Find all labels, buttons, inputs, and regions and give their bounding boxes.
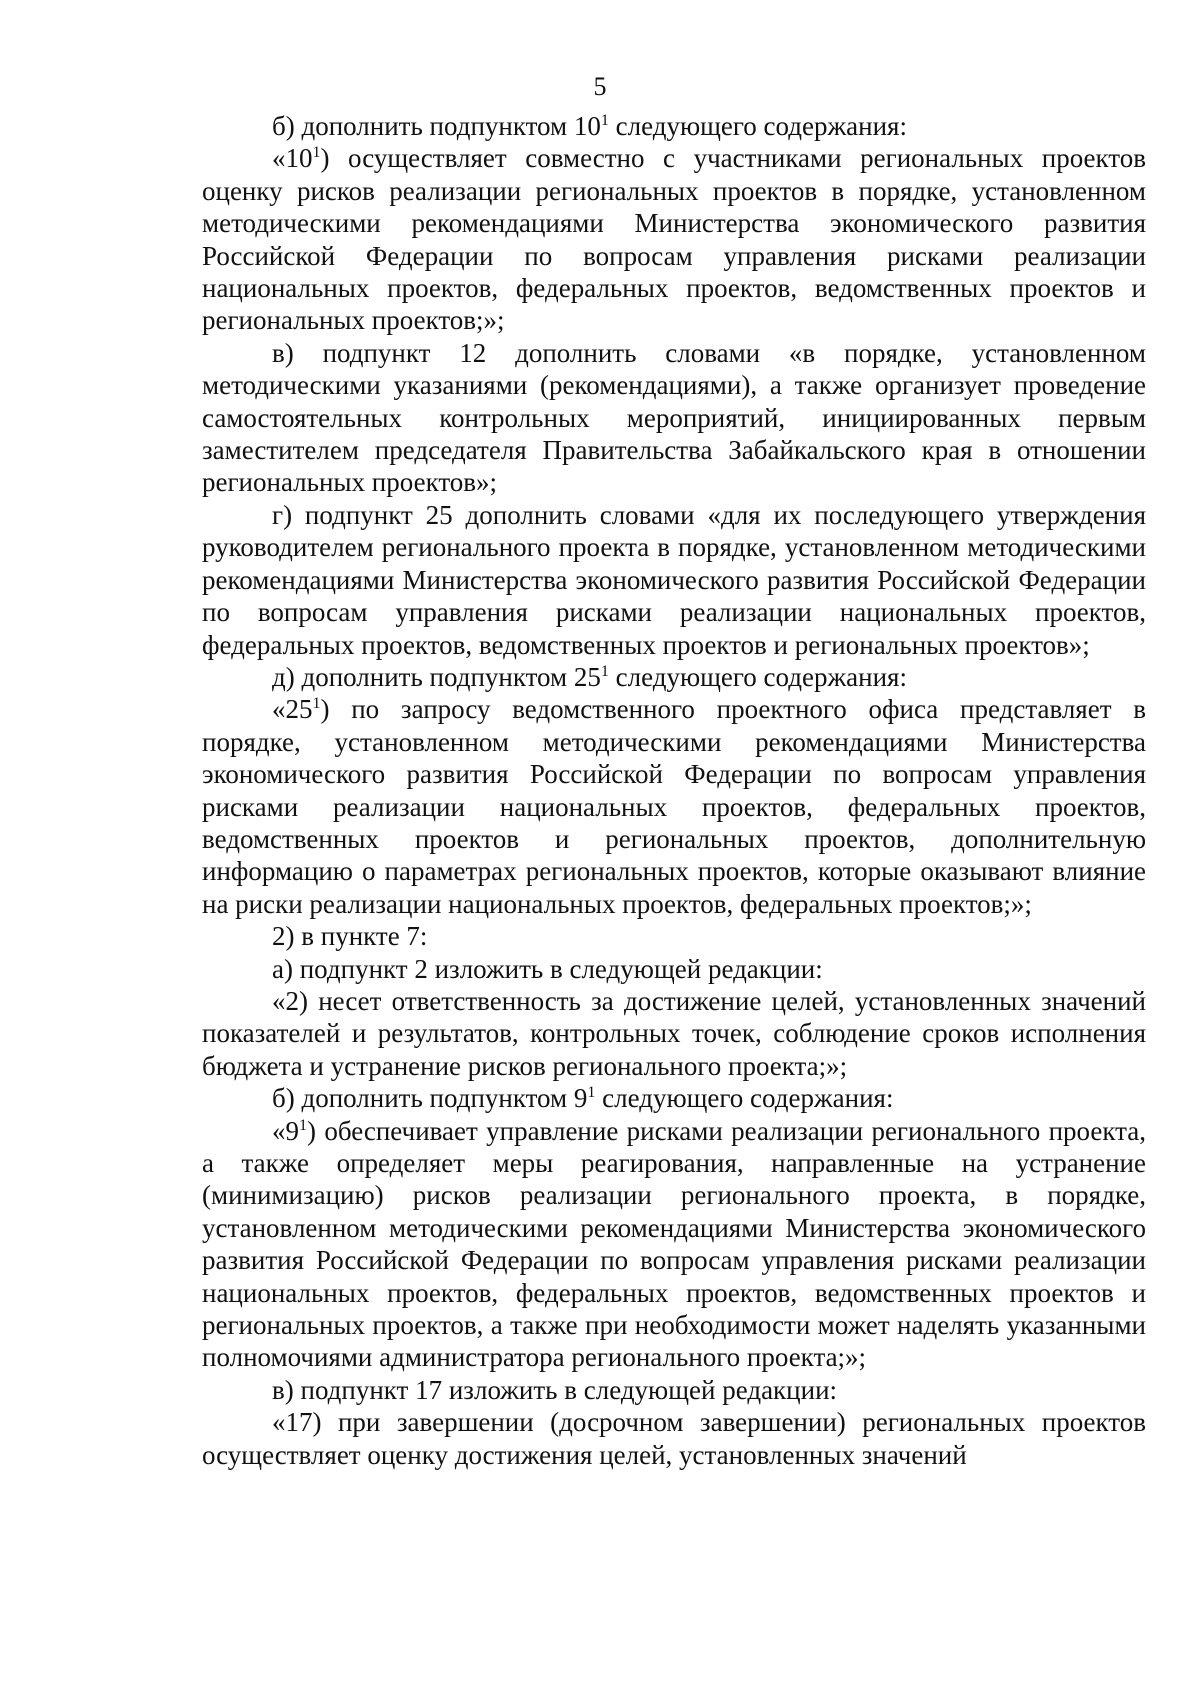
paragraph: в) подпункт 17 изложить в следующей редакции: [272, 1374, 838, 1405]
superscript: 1 [312, 695, 321, 713]
paragraph: «$10^1$) осуществляет совместно с участниками региональных проектов оценку рисков реализации региональных проектов в порядке, установленном методическими рекомендациями Министерства экономического развития Российской Федерации по вопросам управления рисками реализации национальных проектов, федеральных проектов, ведомственных проектов и региональных проектов;»; [202, 143, 1146, 336]
page-number: 5 [593, 72, 607, 101]
paragraph: в) подпункт 12 дополнить словами «в порядке, установленном методическими указаниями (рекомендациями), а также организует проведение самостоятельных контрольных мероприятий, инициированных первым заместителем председателя Правительства Забайкальского края в отношении региональных проектов»; [202, 337, 1146, 498]
superscript: 1 [587, 1084, 596, 1102]
paragraph: «$25^1$) по запросу ведомственного проектного офиса представляет в порядке, установленном методическими рекомендациями Министерства экономического развития Российской Федерации по вопросам управления рисками реализации национальных проектов, федеральных проектов, ведомственных проектов и региональных проектов, дополнительную информацию о параметрах региональных проектов, которые оказывают влияние на риски реализации национальных проектов, федеральных проектов;»; [202, 694, 1146, 919]
paragraph: «2) несет ответственность за достижение целей, установленных значений показателей и результатов, контрольных точек, соблюдение сроков исполнения бюджета и устранение рисков регионального проекта;»; [202, 985, 1146, 1081]
paragraph: а) подпункт 2 изложить в следующей редакции: [272, 953, 823, 984]
paragraph: д) дополнить подпунктом $25^1$ следующего содержания: [272, 661, 907, 692]
superscript: 1 [600, 112, 609, 129]
paragraph: г) подпункт 25 дополнить словами «для их последующего утверждения руководителем регионального проекта в порядке, установленном методическими рекомендациями Министерства экономического развития Российской Федерации по вопросам управления рисками реализации национальных проектов, федеральных проектов, ведомственных проектов и региональных проектов»; [202, 499, 1146, 660]
superscript: 1 [312, 144, 321, 162]
document-body [202, 110, 1146, 1471]
paragraph: б) дополнить подпунктом $10^1$ следующего содержания: [272, 111, 907, 141]
paragraph: 2) в пункте 7: [272, 921, 428, 952]
superscript: 1 [600, 662, 609, 680]
paragraph: «17) при завершении (досрочном завершении) региональных проектов осуществляет оценку достижения целей, установленных значений [202, 1407, 1146, 1470]
paragraph: «$9^1$) обеспечивает управление рисками реализации регионального проекта, а также определяет меры реагирования, направленные на устранение (минимизацию) рисков реализации регионального проекта, в порядке, установленном методическими рекомендациями Министерства экономического развития Российской Федерации по вопросам управления рисками реализации национальных проектов, федеральных проектов, ведомственных проектов и региональных проектов, а также при необходимости может наделять указанными полномочиями администратора регионального проекта;»; [202, 1115, 1146, 1373]
paragraph: б) дополнить подпунктом $9^1$ следующего содержания: [272, 1083, 894, 1114]
superscript: 1 [299, 1116, 307, 1134]
